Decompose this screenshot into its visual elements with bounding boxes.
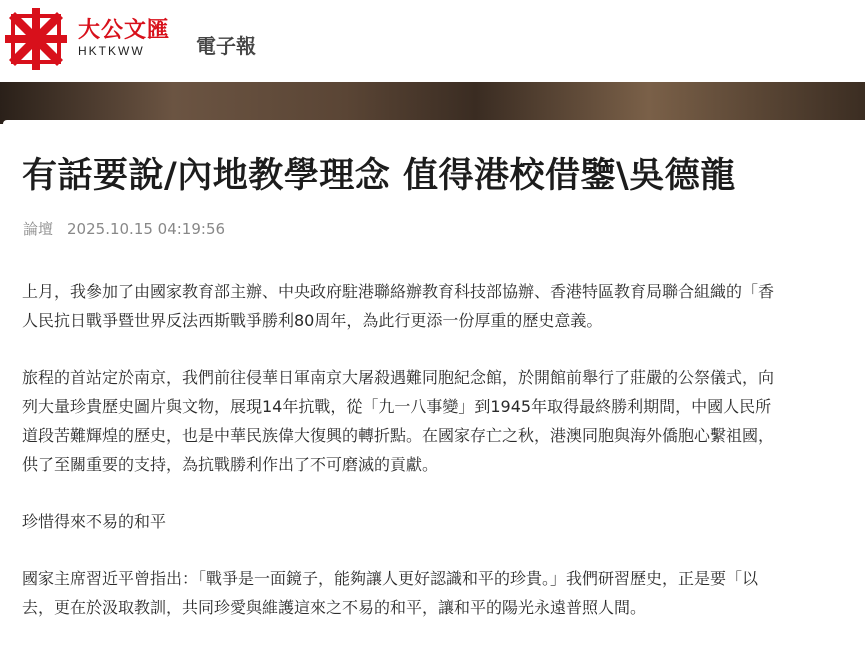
header-banner-image — [0, 82, 865, 124]
brand-name-en: HKTKWW — [78, 44, 145, 58]
paragraph-line: 供了至關重要的支持，為抗戰勝利作出了不可磨滅的貢獻。 — [22, 455, 439, 474]
paragraph-line: 國家主席習近平曾指出：「戰爭是一面鏡子，能夠讓人更好認識和平的珍貴。」我們研習歷史，正是要「以 — [22, 569, 759, 588]
paragraph — [22, 277, 865, 335]
paragraph-line: 列大量珍貴歷史圖片與文物，展現14年抗戰，從「九一八事變」到1945年取得最終勝利期間，中國人民所 — [22, 397, 772, 416]
article-card — [3, 120, 865, 672]
article-meta — [23, 218, 225, 239]
edition-label: 電子報 — [196, 34, 256, 58]
paragraph — [22, 564, 865, 622]
brand-logo-icon[interactable] — [5, 8, 67, 70]
article-body — [22, 277, 865, 650]
article-datetime: 2025.10.15 04:19:56 — [67, 220, 226, 238]
section-subheading — [22, 507, 865, 536]
subheading-text: 珍惜得來不易的和平 — [22, 512, 167, 531]
article-title: 有話要說/內地教學理念 值得港校借鑒\吳德龍 — [22, 156, 736, 196]
paragraph — [22, 363, 865, 479]
paragraph-line: 道段苦難輝煌的歷史，也是中華民族偉大復興的轉折點。在國家存亡之秋，港澳同胞與海外僑胞心繫祖國， — [22, 426, 775, 445]
brand-wordmark[interactable] — [78, 18, 170, 58]
brand-name-cn: 大公文匯 — [78, 17, 171, 43]
paragraph-line: 上月，我參加了由國家教育部主辦、中央政府駐港聯絡辦教育科技部協辦、香港特區教育局聯合組織的「香 — [22, 282, 775, 301]
paragraph-line: 人民抗日戰爭暨世界反法西斯戰爭勝利80周年，為此行更添一份厚重的歷史意義。 — [22, 311, 603, 330]
article-category[interactable]: 論壇 — [23, 220, 54, 238]
site-header — [0, 0, 865, 82]
paragraph-line: 去，更在於汲取教訓，共同珍愛與維護這來之不易的和平，讓和平的陽光永遠普照人間。 — [22, 598, 647, 617]
paragraph-line: 旅程的首站定於南京，我們前往侵華日軍南京大屠殺遇難同胞紀念館，於開館前舉行了莊嚴的公祭儀式，向 — [22, 368, 775, 387]
